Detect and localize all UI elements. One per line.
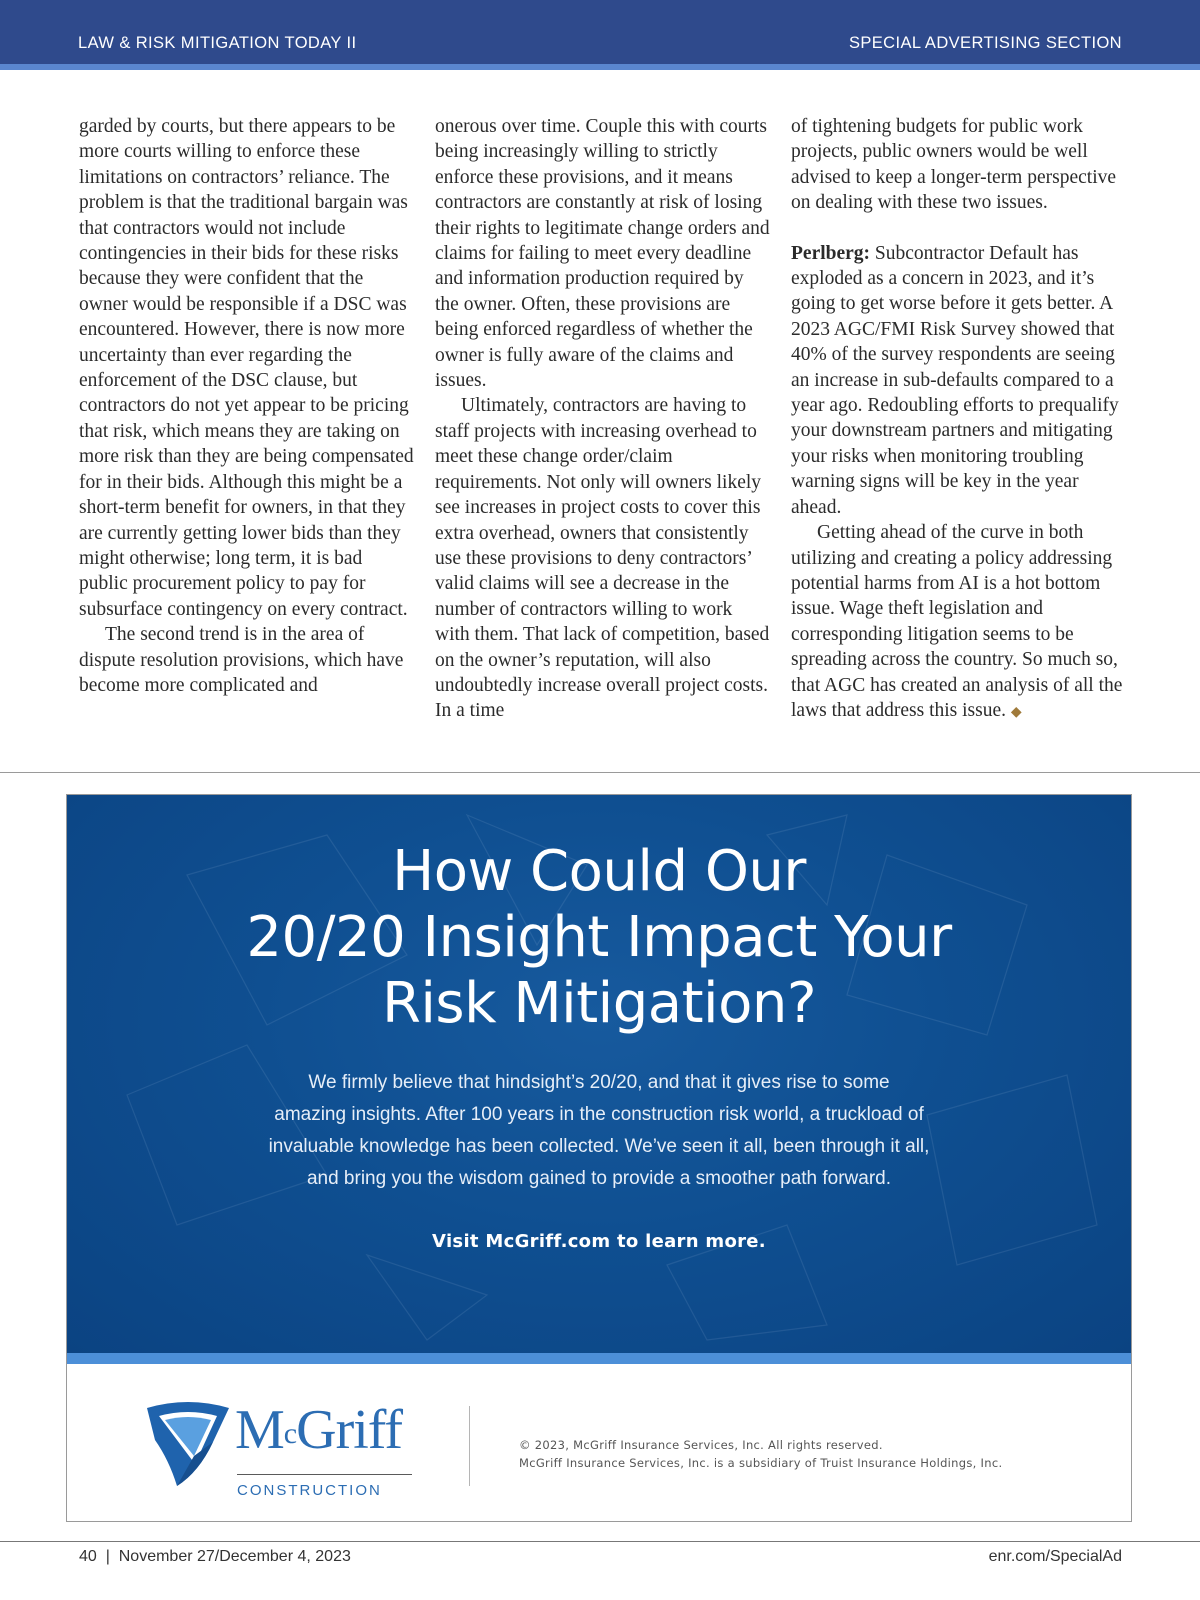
- body-line: and bring you the wisdom gained to provide a smoother path forward.: [306, 1168, 892, 1189]
- section-title: LAW & RISK MITIGATION TODAY II: [78, 34, 357, 52]
- paragraph: garded by courts, but there appears to be more courts willing to enforce these limitations on contractors’ reliance. The problem is that the traditional bargain was that contractors would not include contingencies in their bids for these risks because they were confident that the owner would be responsible if a DSC was encountered. However, there is now more uncertainty than ever regarding the enforcement of the DSC clause, but contractors do not yet appear to be pricing that risk, which means they are taking on more risk than they are being compensated for in their bids. Although this might be a short-term benefit for owners, in that they are currently getting lower bids than they might otherwise; long term, it is bad public procurement policy to pay for subsurface contingency on every contract.: [79, 116, 414, 620]
- paragraph: [791, 241, 1127, 520]
- body-line: invaluable knowledge has been collected. We’ve seen it all, been through it all,: [268, 1136, 930, 1157]
- ad-cta-link[interactable]: Visit McGriff.com to learn more.: [432, 1231, 766, 1252]
- legal-line: © 2023, McGriff Insurance Services, Inc. All rights reserved.: [519, 1438, 883, 1452]
- paragraph: The second trend is in the area of dispute resolution provisions, which have become more complicated and: [79, 624, 404, 696]
- body-line: amazing insights. After 100 years in the construction risk world, a truckload of: [274, 1104, 924, 1125]
- footer-rule: [0, 1541, 1200, 1542]
- shield-logo-icon: [147, 1402, 229, 1488]
- paragraph: Ultimately, contractors are having to staff projects with increasing overhead to meet these change order/claim requirements. Not only will owners likely see increases in project costs to cover this extra overhead, owners that consistently use these provisions to deny contractors’ valid claims will see a decrease in the number of contractors willing to work with them. That lack of competition, based on the owner’s reputation, will also undoubtedly increase overall project costs. In a time: [435, 395, 770, 722]
- logo-subtitle: CONSTRUCTION: [237, 1482, 382, 1499]
- advertisement: [66, 794, 1132, 1522]
- section-label: SPECIAL ADVERTISING SECTION: [848, 34, 1122, 52]
- header-band: [0, 0, 1200, 64]
- headline-line: How Could Our: [392, 839, 806, 904]
- header-stripe: [0, 64, 1200, 70]
- paragraph: of tightening budgets for public work projects, public owners would be well advised to keep a longer-term perspective on dealing with these two issues.: [791, 116, 1117, 214]
- paragraph-text: Subcontractor Default has exploded as a concern in 2023, and it’s going to get worse before it gets better. A 2023 AGC/FMI Risk Survey showed that 40% of the survey respondents are seeing an increase in sub-defaults compared to a year ago. Redoubling efforts to prequalify your downstream partners and mitigating your risks when monitoring troubling warning signs will be key in the year ahead.: [791, 242, 1119, 518]
- logo-wordmark: [235, 1399, 403, 1461]
- article-column-1: [79, 114, 415, 698]
- footer-url[interactable]: enr.com/SpecialAd: [988, 1548, 1122, 1565]
- ad-footer: [67, 1364, 1131, 1521]
- ad-hero: [67, 795, 1131, 1353]
- divider: [469, 1406, 470, 1486]
- logo-underline: [237, 1474, 412, 1475]
- end-mark-icon: ◆: [1010, 704, 1022, 720]
- paragraph: [791, 520, 1127, 725]
- body-line: We firmly believe that hindsight’s 20/20, and that it gives rise to some: [308, 1072, 890, 1093]
- logo-letter: c: [283, 1417, 297, 1450]
- page-info: 40 | November 27/December 4, 2023: [79, 1548, 351, 1565]
- legal-line: McGriff Insurance Services, Inc. is a subsidiary of Truist Insurance Holdings, Inc.: [519, 1456, 1003, 1470]
- ad-body-text: [249, 1067, 949, 1195]
- speaker-name: Perlberg:: [791, 242, 871, 264]
- ad-stripe: [67, 1353, 1131, 1364]
- headline-line: Risk Mitigation?: [381, 971, 817, 1036]
- divider: [0, 772, 1200, 773]
- ad-headline: [67, 839, 1131, 1037]
- legal-notice: [519, 1436, 1002, 1472]
- logo-letter: M: [235, 1399, 284, 1461]
- paragraph: onerous over time. Couple this with courts being increasingly willing to strictly enforce these provisions, and it means contractors are constantly at risk of losing their rights to legitimate change orders and claims for failing to meet every deadline and information production required by the owner. Often, these provisions are being enforced regardless of whether the owner is fully aware of the claims and issues.: [435, 116, 770, 392]
- paragraph-text: Getting ahead of the curve in both utilizing and creating a policy addressing potential harms from AI is a hot bottom issue. Wage theft legislation and corresponding litigation seems to be spreading across the country. So much so, that AGC has created an analysis of all the laws that address this issue.: [791, 522, 1123, 721]
- headline-line: 20/20 Insight Impact Your: [246, 905, 952, 970]
- article-column-3: [791, 114, 1127, 725]
- article-column-2: [435, 114, 771, 724]
- logo-letters: Griff: [296, 1399, 403, 1461]
